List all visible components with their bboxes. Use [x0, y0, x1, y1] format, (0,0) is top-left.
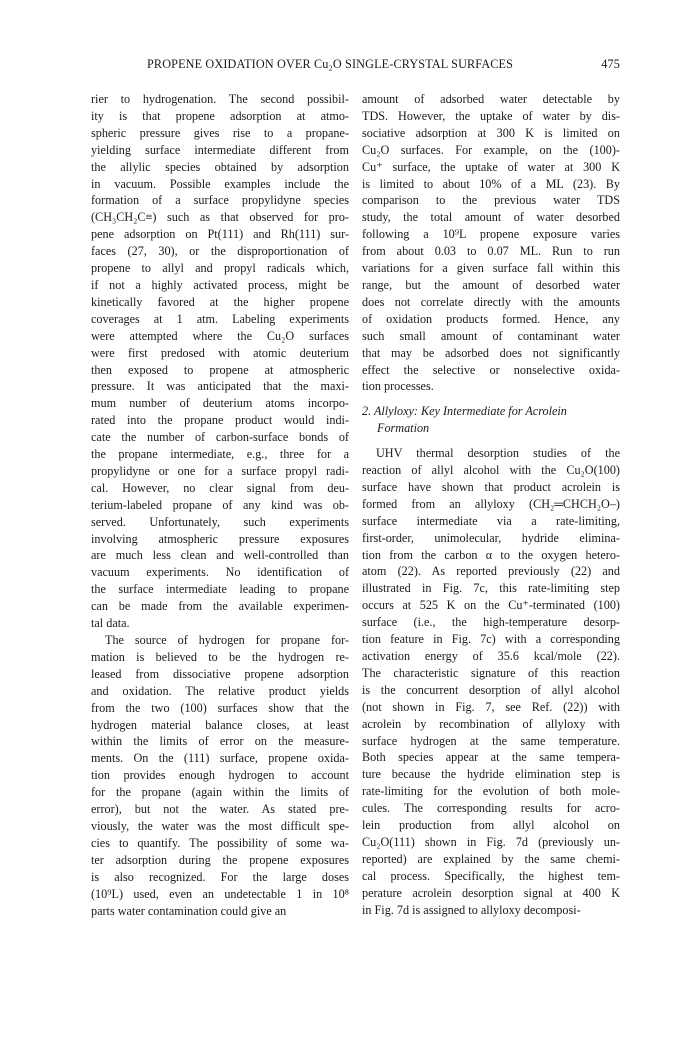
text-line: rated into the propane product would indi- — [91, 413, 349, 428]
text-line: in vacuum. Possible examples include the — [91, 176, 349, 191]
text-line: of oxidation products formed. Hence, any — [362, 311, 620, 326]
text-line: activation energy of 35.6 kcal/mole (22). — [362, 649, 620, 663]
section-gap — [362, 395, 620, 403]
text-line: cate the number of carbon-surface bonds of — [91, 430, 349, 445]
text-line: Cu₂O(111) shown in Fig. 7d (previously un- — [362, 834, 620, 849]
text-line: vacuum experiments. No identification of — [91, 565, 349, 580]
text-line: the propane intermediate, e.g., three for a — [91, 447, 349, 462]
text-line: coverages at 1 atm. Labeling experiments — [91, 311, 349, 326]
right-column — [362, 91, 620, 919]
text-line: hydrogen material balance closes, at least — [91, 717, 349, 732]
text-line: such small amount of contaminant water — [362, 328, 620, 343]
text-line: is limited to about 10% of a ML (23). By — [362, 176, 620, 191]
text-line: The source of hydrogen for propane for- — [105, 633, 349, 647]
text-line: then exposed to propene at atmospheric — [91, 362, 349, 377]
text-line: Cu⁺ surface, the uptake of water at 300 K — [362, 159, 620, 174]
text-line: surface hydrogen at the same temperature. — [362, 733, 620, 748]
text-line: comparison to the previous water TDS — [362, 193, 620, 208]
text-line: reported) are explained by the same chemi- — [362, 851, 620, 866]
text-line: Both species appear at the same tempera- — [362, 750, 620, 765]
text-line: in Fig. 7d is assigned to allyloxy decomposi- — [362, 902, 581, 917]
text-line: tion processes. — [362, 379, 434, 394]
page-number: 475 — [601, 57, 620, 71]
text-line: served. Unfortunately, such experiments — [91, 514, 349, 529]
text-line: the surface intermediate leading to propane — [91, 582, 349, 597]
text-line: range, but the amount of desorbed water — [362, 277, 620, 292]
text-line: yielding surface intermediate different from — [91, 142, 349, 157]
text-line: surface (i.e., the high-temperature desorp- — [362, 615, 620, 630]
text-line: pene adsorption on Pt(111) and Rh(111) sur- — [91, 227, 349, 242]
text-line: the allylic species obtained by adsorption — [91, 159, 349, 174]
text-line: were first predosed with atomic deuterium — [91, 345, 349, 360]
text-line: terium-labeled propane of any kind was ob- — [91, 497, 349, 512]
text-line: atom (22). As reported previously (22) and — [362, 564, 620, 579]
text-line: following a 10⁹L propene exposure varies — [362, 227, 620, 242]
text-line: tal data. — [91, 616, 130, 631]
text-line: 2. Allyloxy: Key Intermediate for Acrolein — [362, 404, 567, 419]
text-line: faces (27, 30), or the disproportionation of — [91, 244, 349, 259]
text-line: sociative adsorption at 300 K is limited on — [362, 125, 620, 140]
text-line: parts water contamination could give an — [91, 903, 287, 918]
text-line: from about 0.03 to 0.07 ML. Run to run — [362, 244, 620, 259]
text-line: tion provides enough hydrogen to account — [91, 768, 349, 783]
text-line: kinetically favored at the higher propene — [91, 294, 349, 309]
text-line: surface intermediate via a rate-limiting, — [362, 513, 620, 528]
text-line: amount of adsorbed water detectable by — [362, 92, 620, 106]
text-line: occurs at 525 K on the Cu⁺-terminated (100) — [362, 598, 620, 613]
text-line: does not correlate directly with the amounts — [362, 294, 620, 309]
text-line: Formation — [377, 421, 430, 436]
text-line: Cu₂O surfaces. For example, on the (100)- — [362, 142, 620, 157]
text-line: propene to allyl and propyl radicals which, — [91, 261, 349, 276]
text-line: ments. On the (111) surface, propene oxida- — [91, 751, 349, 766]
text-line: propylidyne or one for a surface propyl radi- — [91, 463, 349, 478]
text-line: mation is believed to be the hydrogen re- — [91, 649, 349, 664]
text-line: surface have shown that product acrolein is — [362, 479, 620, 494]
text-line: cules. The corresponding results for acro- — [362, 801, 620, 816]
text-line: ture because the hydride elimination step is — [362, 767, 620, 782]
text-line: cal. However, no clear signal from deu- — [91, 480, 349, 495]
text-line: variations for a given surface fall within this — [362, 261, 620, 276]
text-line: formed from an allyloxy (CH₂═CHCH₂O–) — [362, 496, 620, 511]
text-line: tion from the carbon α to the oxygen hetero- — [362, 547, 620, 562]
text-line: error), but not the water. As stated pre- — [91, 802, 349, 817]
text-line: ity is that propene adsorption at atmo- — [91, 108, 349, 123]
text-line: perature acrolein desorption signal at 400 K — [362, 885, 620, 900]
text-line: study, the total amount of water desorbed — [362, 210, 620, 225]
text-line: are much less clean and well-controlled than — [91, 548, 349, 563]
text-line: (not shown in Fig. 7, see Ref. (22)) with — [362, 699, 620, 714]
text-line: ter adsorption during the propene exposures — [91, 852, 349, 867]
left-column — [91, 91, 349, 919]
text-line: mum number of deuterium atoms incorpo- — [91, 396, 349, 411]
text-line: can be made from the available experimen- — [91, 599, 349, 614]
text-line: were attempted where the Cu₂O surfaces — [91, 328, 349, 343]
text-line: tion feature in Fig. 7c) with a corresponding — [362, 632, 620, 647]
text-line: is the concurrent desorption of allyl alcohol — [362, 682, 620, 697]
text-line: reaction of allyl alcohol with the Cu₂O(100) — [362, 463, 620, 478]
running-title: PROPENE OXIDATION OVER Cu₂O SINGLE-CRYSTAL SURFACES — [147, 57, 514, 71]
running-header — [95, 57, 620, 77]
text-line: viously, the water was the most difficult spe- — [91, 818, 349, 833]
text-line: pressure. It was anticipated that the maxi- — [91, 379, 349, 394]
text-line: from the two (100) surfaces show that the — [91, 700, 349, 715]
text-line: effect the selective or nonselective oxida- — [362, 362, 620, 377]
text-line: within the limits of error on the measure- — [91, 734, 349, 749]
text-line: is also recognized. For the large doses — [91, 869, 349, 884]
text-line: (10⁹L) used, even an undetectable 1 in 10⁸ — [91, 886, 349, 901]
text-line: cal process. Specifically, the highest tem- — [362, 868, 620, 883]
text-line: (CH₃CH₂C≡) such as that observed for pro- — [91, 210, 349, 225]
text-line: formation of a surface propylidyne species — [91, 193, 349, 208]
text-line: rier to hydrogenation. The second possibil- — [91, 92, 349, 106]
text-line: first-order, unimolecular, hydride elimina- — [362, 530, 620, 545]
text-line: if not a highly activated process, might be — [91, 277, 349, 292]
text-line: rate-limiting for the evolution of both mole- — [362, 784, 620, 799]
text-line: cies to quantify. The possibility of some wa- — [91, 835, 349, 850]
text-line: involving atmospheric pressure exposures — [91, 531, 349, 546]
text-line: UHV thermal desorption studies of the — [376, 446, 620, 461]
text-line: and oxidation. The relative product yields — [91, 683, 349, 698]
text-line: TDS. However, the uptake of water by dis- — [362, 108, 620, 123]
text-line: The characteristic signature of this reaction — [362, 665, 620, 680]
text-line: lein production from allyl alcohol on — [362, 818, 620, 833]
text-line: leased from dissociative propene adsorption — [91, 666, 349, 681]
section-gap — [362, 437, 620, 445]
text-line: illustrated in Fig. 7c, this rate-limiting step — [362, 581, 620, 596]
text-line: acrolein by recombination of allyloxy with — [362, 716, 620, 731]
text-line: spheric pressure gives rise to a propane- — [91, 125, 349, 140]
text-line: that may be adsorbed does not significantly — [362, 345, 620, 360]
text-line: for the propane (again within the limits of — [91, 785, 349, 800]
